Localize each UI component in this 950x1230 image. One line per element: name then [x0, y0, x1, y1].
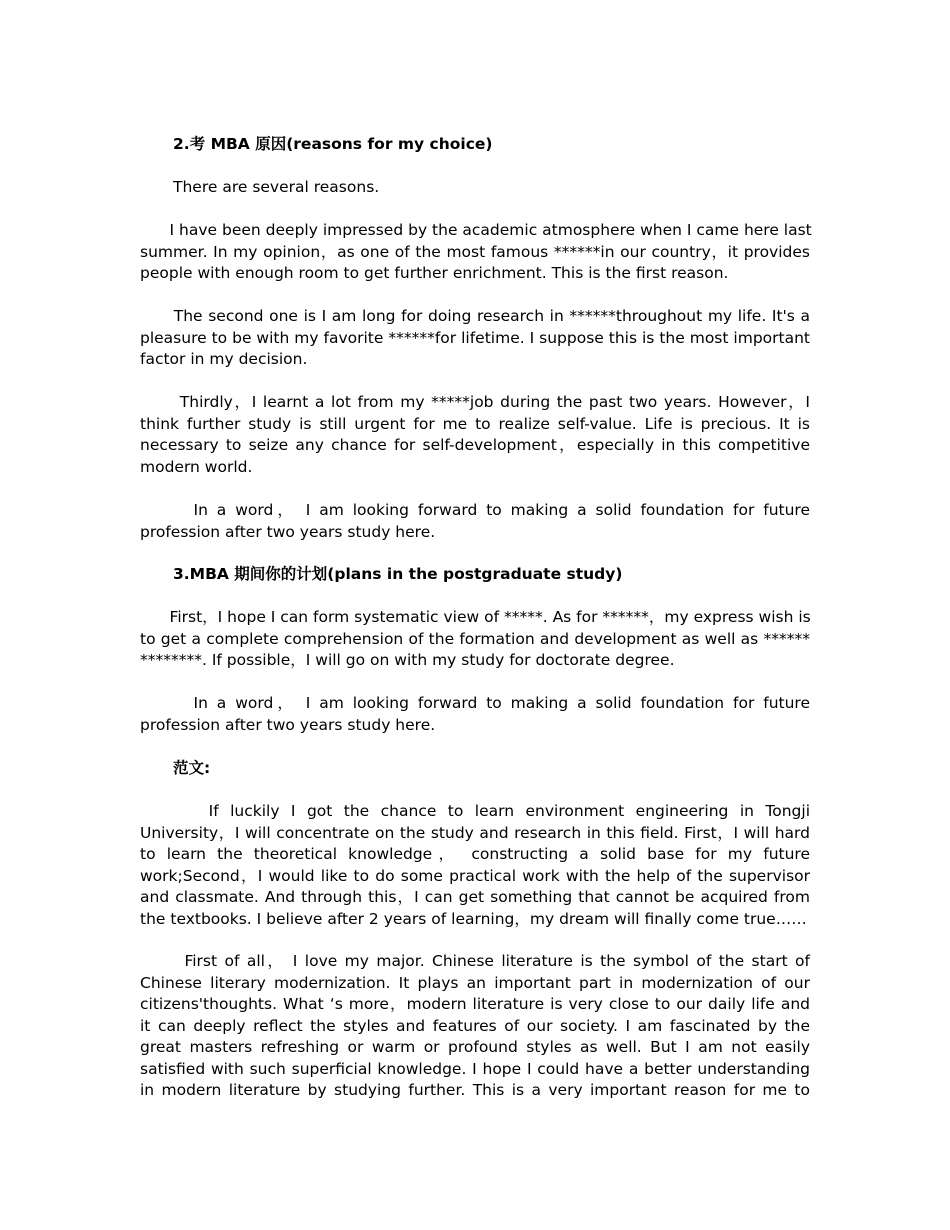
paragraph-line: I have been deeply impressed by the academic atmosphere when I came here last	[140, 221, 812, 239]
paragraph-line: profession after two years study here.	[140, 522, 436, 541]
paragraph-line: and classmate. And through this，I can get something that cannot be acquired from	[140, 888, 810, 906]
paragraph-second-reason	[140, 306, 810, 371]
paragraph-line: satisfied with such superficial knowledge. I hope I could have a better understanding	[140, 1059, 810, 1078]
reasons-heading: 2.考 MBA 原因(reasons for my choice)	[173, 135, 493, 153]
paragraph-line: If luckily I got the chance to learn environment engineering in Tongji	[140, 802, 810, 820]
paragraph-sample-literature	[140, 951, 810, 1102]
paragraph-line: modern world.	[140, 457, 253, 476]
paragraph-first-reason	[140, 220, 810, 285]
paragraph-line: the textbooks. I believe after 2 years of learning，my dream will finally come true……	[140, 909, 807, 928]
plans-heading: 3.MBA 期间你的计划(plans in the postgraduate study)	[173, 565, 623, 583]
paragraph-line: to get a complete comprehension of the formation and development as well as ******	[140, 629, 810, 648]
paragraph-third-reason	[140, 392, 810, 478]
paragraph-sample-tongji	[140, 801, 810, 930]
sample-heading: 范文:	[173, 759, 211, 777]
paragraph-line: work;Second，I would like to do some practical work with the help of the supervisor	[140, 866, 810, 885]
paragraph-line: great masters refreshing or warm or profound styles as well. But I am not easily	[140, 1038, 810, 1056]
paragraph-line: First，I hope I can form systematic view of *****. As for ******，my express wish is	[140, 608, 811, 626]
paragraph-line: it can deeply reflect the styles and features of our society. I am fascinated by the	[140, 1016, 810, 1035]
paragraph-line: In a word， I am looking forward to making a solid foundation for future	[140, 501, 810, 519]
paragraph-line: University，I will concentrate on the study and research in this field. First，I will hard	[140, 823, 810, 842]
paragraph-in-a-word-2	[140, 693, 810, 736]
paragraph-line: Thirdly，I learnt a lot from my *****job during the past two years. However，I	[140, 393, 810, 411]
paragraph-line: In a word， I am looking forward to making a solid foundation for future	[140, 694, 810, 712]
paragraph-line: The second one is I am long for doing research in ******throughout my life. It's a	[140, 307, 810, 325]
paragraph-line: profession after two years study here.	[140, 715, 436, 734]
paragraph-line: Chinese literary modernization. It plays an important part in modernization of our	[140, 973, 810, 992]
paragraph-line: in modern literature by studying further. This is a very important reason for me to	[140, 1081, 810, 1099]
paragraph-line: pleasure to be with my favorite ******for lifetime. I suppose this is the most important	[140, 328, 810, 347]
paragraph-line: summer. In my opinion，as one of the most famous ******in our country，it provides	[140, 242, 810, 261]
paragraph-line: to learn the theoretical knowledge， constructing a solid base for my future	[140, 845, 810, 863]
paragraph-line: First of all， I love my major. Chinese literature is the symbol of the start of	[140, 952, 810, 970]
paragraph-plans	[140, 607, 810, 672]
paragraph-line: citizens'thoughts. What ‘s more，modern literature is very close to our daily life and	[140, 995, 810, 1013]
paragraph-line: ********. If possible，I will go on with my study for doctorate degree.	[140, 651, 675, 669]
reasons-intro: There are several reasons.	[173, 178, 380, 196]
paragraph-line: necessary to seize any chance for self-development，especially in this competitive	[140, 436, 810, 454]
paragraph-line: factor in my decision.	[140, 350, 308, 368]
paragraph-line: people with enough room to get further enrichment. This is the first reason.	[140, 264, 729, 282]
paragraph-line: think further study is still urgent for me to realize self-value. Life is precious. It is	[140, 414, 810, 433]
paragraph-in-a-word	[140, 500, 810, 543]
